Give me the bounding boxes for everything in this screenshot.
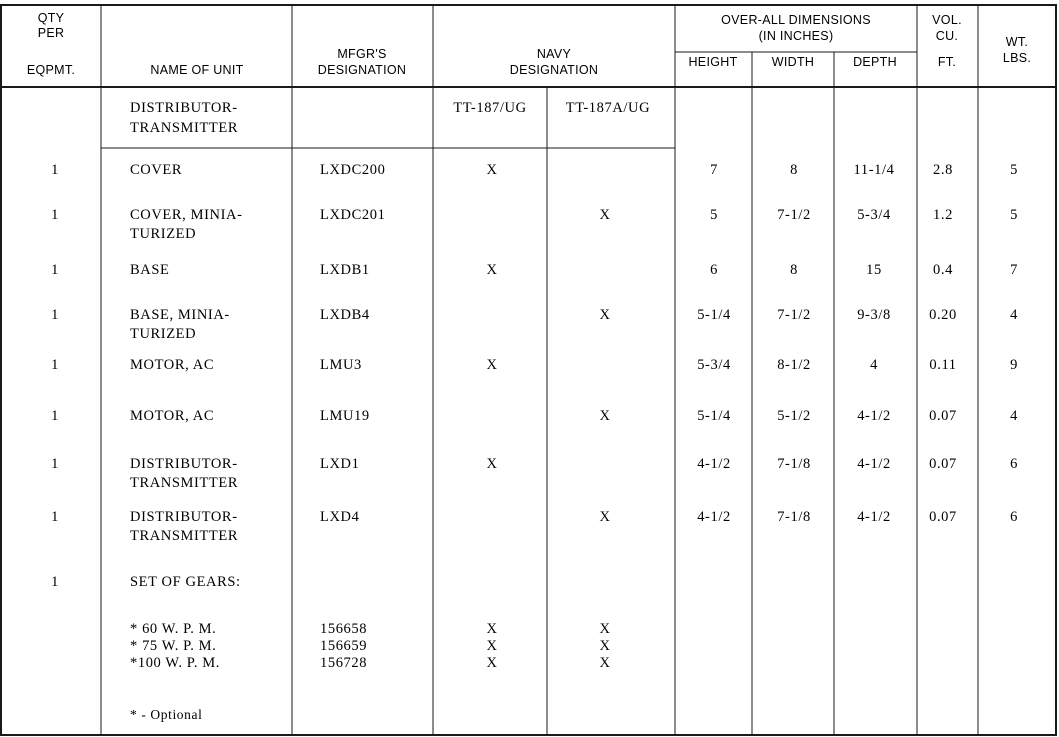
group-heading	[130, 100, 650, 136]
cell-qty: 1	[51, 162, 59, 178]
cell-vol: 1.2	[933, 207, 953, 223]
header-qty-line-3: EQPMT.	[26, 63, 76, 77]
cell-wt: 9	[1010, 357, 1018, 373]
cell-name-line: BASE, MINIA-	[130, 307, 230, 323]
cell-depth: 9-3/8	[857, 307, 891, 323]
cell-name-line: SET OF GEARS:	[130, 574, 241, 590]
table-row	[51, 574, 241, 590]
table-row	[51, 207, 1018, 242]
cell-wt: 7	[1010, 262, 1018, 278]
table-row	[51, 307, 1018, 342]
cell-name-line: MOTOR, AC	[130, 408, 215, 424]
cell-qty: 1	[51, 456, 59, 472]
gear-navy-a: X	[486, 655, 498, 671]
cell-wt: 4	[1010, 307, 1018, 323]
header-height: HEIGHT	[688, 55, 738, 69]
cell-height: 5-3/4	[697, 357, 731, 373]
header-depth: DEPTH	[853, 55, 897, 69]
cell-height: 5-1/4	[697, 307, 731, 323]
cell-height: 7	[710, 162, 718, 178]
cell-depth: 5-3/4	[857, 207, 891, 223]
cell-name-line: TURIZED	[130, 226, 197, 242]
header-overall-line-2: (IN INCHES)	[758, 29, 834, 43]
header-qty-line-2: PER	[37, 26, 65, 40]
table-row	[51, 357, 1018, 373]
gear-row	[130, 621, 611, 637]
cell-mfgr: LMU19	[320, 408, 370, 424]
cell-depth: 4-1/2	[857, 408, 891, 424]
cell-qty: 1	[51, 574, 59, 590]
cell-width: 7-1/8	[777, 509, 811, 525]
group-navy-b: TT-187A/UG	[565, 100, 651, 116]
cell-name-line: TURIZED	[130, 326, 197, 342]
cell-mfgr: LXDB4	[320, 307, 370, 323]
group-name-line-2: TRANSMITTER	[130, 120, 239, 136]
table-row	[51, 509, 1018, 544]
cell-width: 8-1/2	[777, 357, 811, 373]
gear-navy-b: X	[599, 621, 611, 637]
gear-navy-a: X	[486, 621, 498, 637]
table-row	[51, 262, 1018, 278]
cell-height: 4-1/2	[697, 509, 731, 525]
cell-wt: 6	[1010, 456, 1018, 472]
cell-qty: 1	[51, 357, 59, 373]
cell-height: 5-1/4	[697, 408, 731, 424]
cell-vol: 0.07	[929, 408, 957, 424]
gear-mfgr: 156659	[320, 638, 368, 654]
cell-width: 7-1/2	[777, 207, 811, 223]
cell-name-line: TRANSMITTER	[130, 475, 239, 491]
cell-vol: 0.07	[929, 456, 957, 472]
cell-qty: 1	[51, 509, 59, 525]
cell-name-line: COVER	[130, 162, 183, 178]
cell-name-line: MOTOR, AC	[130, 357, 215, 373]
cell-vol: 0.11	[929, 357, 957, 373]
cell-navy-a: X	[486, 162, 498, 178]
header-vol-line-1: VOL.	[932, 13, 962, 27]
header-name: NAME OF UNIT	[150, 63, 244, 77]
cell-mfgr: LXDC200	[320, 162, 386, 178]
cell-wt: 5	[1010, 207, 1018, 223]
gear-list	[130, 621, 611, 671]
cell-qty: 1	[51, 408, 59, 424]
table-header	[27, 11, 1031, 77]
cell-vol: 0.4	[933, 262, 953, 278]
footnote: * - Optional	[130, 707, 203, 722]
table-row	[51, 456, 1018, 491]
cell-navy-a: X	[486, 456, 498, 472]
header-vol-line-3: FT.	[937, 55, 957, 69]
gear-navy-b: X	[599, 638, 611, 654]
header-qty-line-1: QTY	[37, 11, 65, 25]
cell-width: 5-1/2	[777, 408, 811, 424]
cell-depth: 11-1/4	[853, 162, 895, 178]
group-name-line-1: DISTRIBUTOR-	[130, 100, 238, 116]
table-row	[51, 408, 1018, 424]
gear-row	[130, 655, 611, 671]
header-wt-line-1: WT.	[1005, 35, 1029, 49]
cell-navy-a: X	[486, 262, 498, 278]
header-mfgr-line-2: DESIGNATION	[317, 63, 407, 77]
cell-depth: 4-1/2	[857, 509, 891, 525]
cell-mfgr: LMU3	[320, 357, 362, 373]
cell-name-line: BASE	[130, 262, 170, 278]
cell-vol: 0.07	[929, 509, 957, 525]
cell-qty: 1	[51, 262, 59, 278]
cell-vol: 0.20	[929, 307, 957, 323]
cell-mfgr: LXDB1	[320, 262, 370, 278]
cell-width: 8	[790, 162, 798, 178]
table-body	[51, 162, 1018, 590]
cell-height: 5	[710, 207, 718, 223]
cell-navy-b: X	[599, 509, 611, 525]
header-vol-line-2: CU.	[935, 29, 959, 43]
header-wt-line-2: LBS.	[1002, 51, 1032, 65]
cell-width: 7-1/8	[777, 456, 811, 472]
header-width: WIDTH	[771, 55, 815, 69]
cell-mfgr: LXDC201	[320, 207, 386, 223]
cell-depth: 15	[866, 262, 882, 278]
cell-height: 4-1/2	[697, 456, 731, 472]
cell-navy-b: X	[599, 307, 611, 323]
cell-depth: 4-1/2	[857, 456, 891, 472]
gear-navy-b: X	[599, 655, 611, 671]
cell-height: 6	[710, 262, 718, 278]
header-mfgr-line-1: MFGR'S	[337, 47, 387, 61]
cell-depth: 4	[870, 357, 878, 373]
cell-mfgr: LXD4	[320, 509, 360, 525]
cell-name-line: COVER, MINIA-	[130, 207, 243, 223]
cell-wt: 6	[1010, 509, 1018, 525]
header-navy-line-1: NAVY	[536, 47, 572, 61]
cell-vol: 2.8	[933, 162, 953, 178]
cell-qty: 1	[51, 207, 59, 223]
gear-name: *100 W. P. M.	[130, 655, 220, 671]
cell-name-line: DISTRIBUTOR-	[130, 509, 238, 525]
cell-navy-b: X	[599, 207, 611, 223]
cell-navy-b: X	[599, 408, 611, 424]
cell-qty: 1	[51, 307, 59, 323]
gear-navy-a: X	[486, 638, 498, 654]
gear-name: * 60 W. P. M.	[130, 621, 217, 637]
table-row	[51, 162, 1018, 178]
gear-name: * 75 W. P. M.	[130, 638, 217, 654]
cell-navy-a: X	[486, 357, 498, 373]
gear-row	[130, 638, 611, 654]
group-navy-a: TT-187/UG	[453, 100, 527, 116]
cell-name-line: TRANSMITTER	[130, 528, 239, 544]
cell-name-line: DISTRIBUTOR-	[130, 456, 238, 472]
cell-width: 8	[790, 262, 798, 278]
header-overall-line-1: OVER-ALL DIMENSIONS	[721, 13, 871, 27]
gear-mfgr: 156728	[320, 655, 368, 671]
header-navy-line-2: DESIGNATION	[509, 63, 599, 77]
cell-mfgr: LXD1	[320, 456, 360, 472]
cell-width: 7-1/2	[777, 307, 811, 323]
gear-mfgr: 156658	[320, 621, 368, 637]
cell-wt: 5	[1010, 162, 1018, 178]
cell-wt: 4	[1010, 408, 1018, 424]
